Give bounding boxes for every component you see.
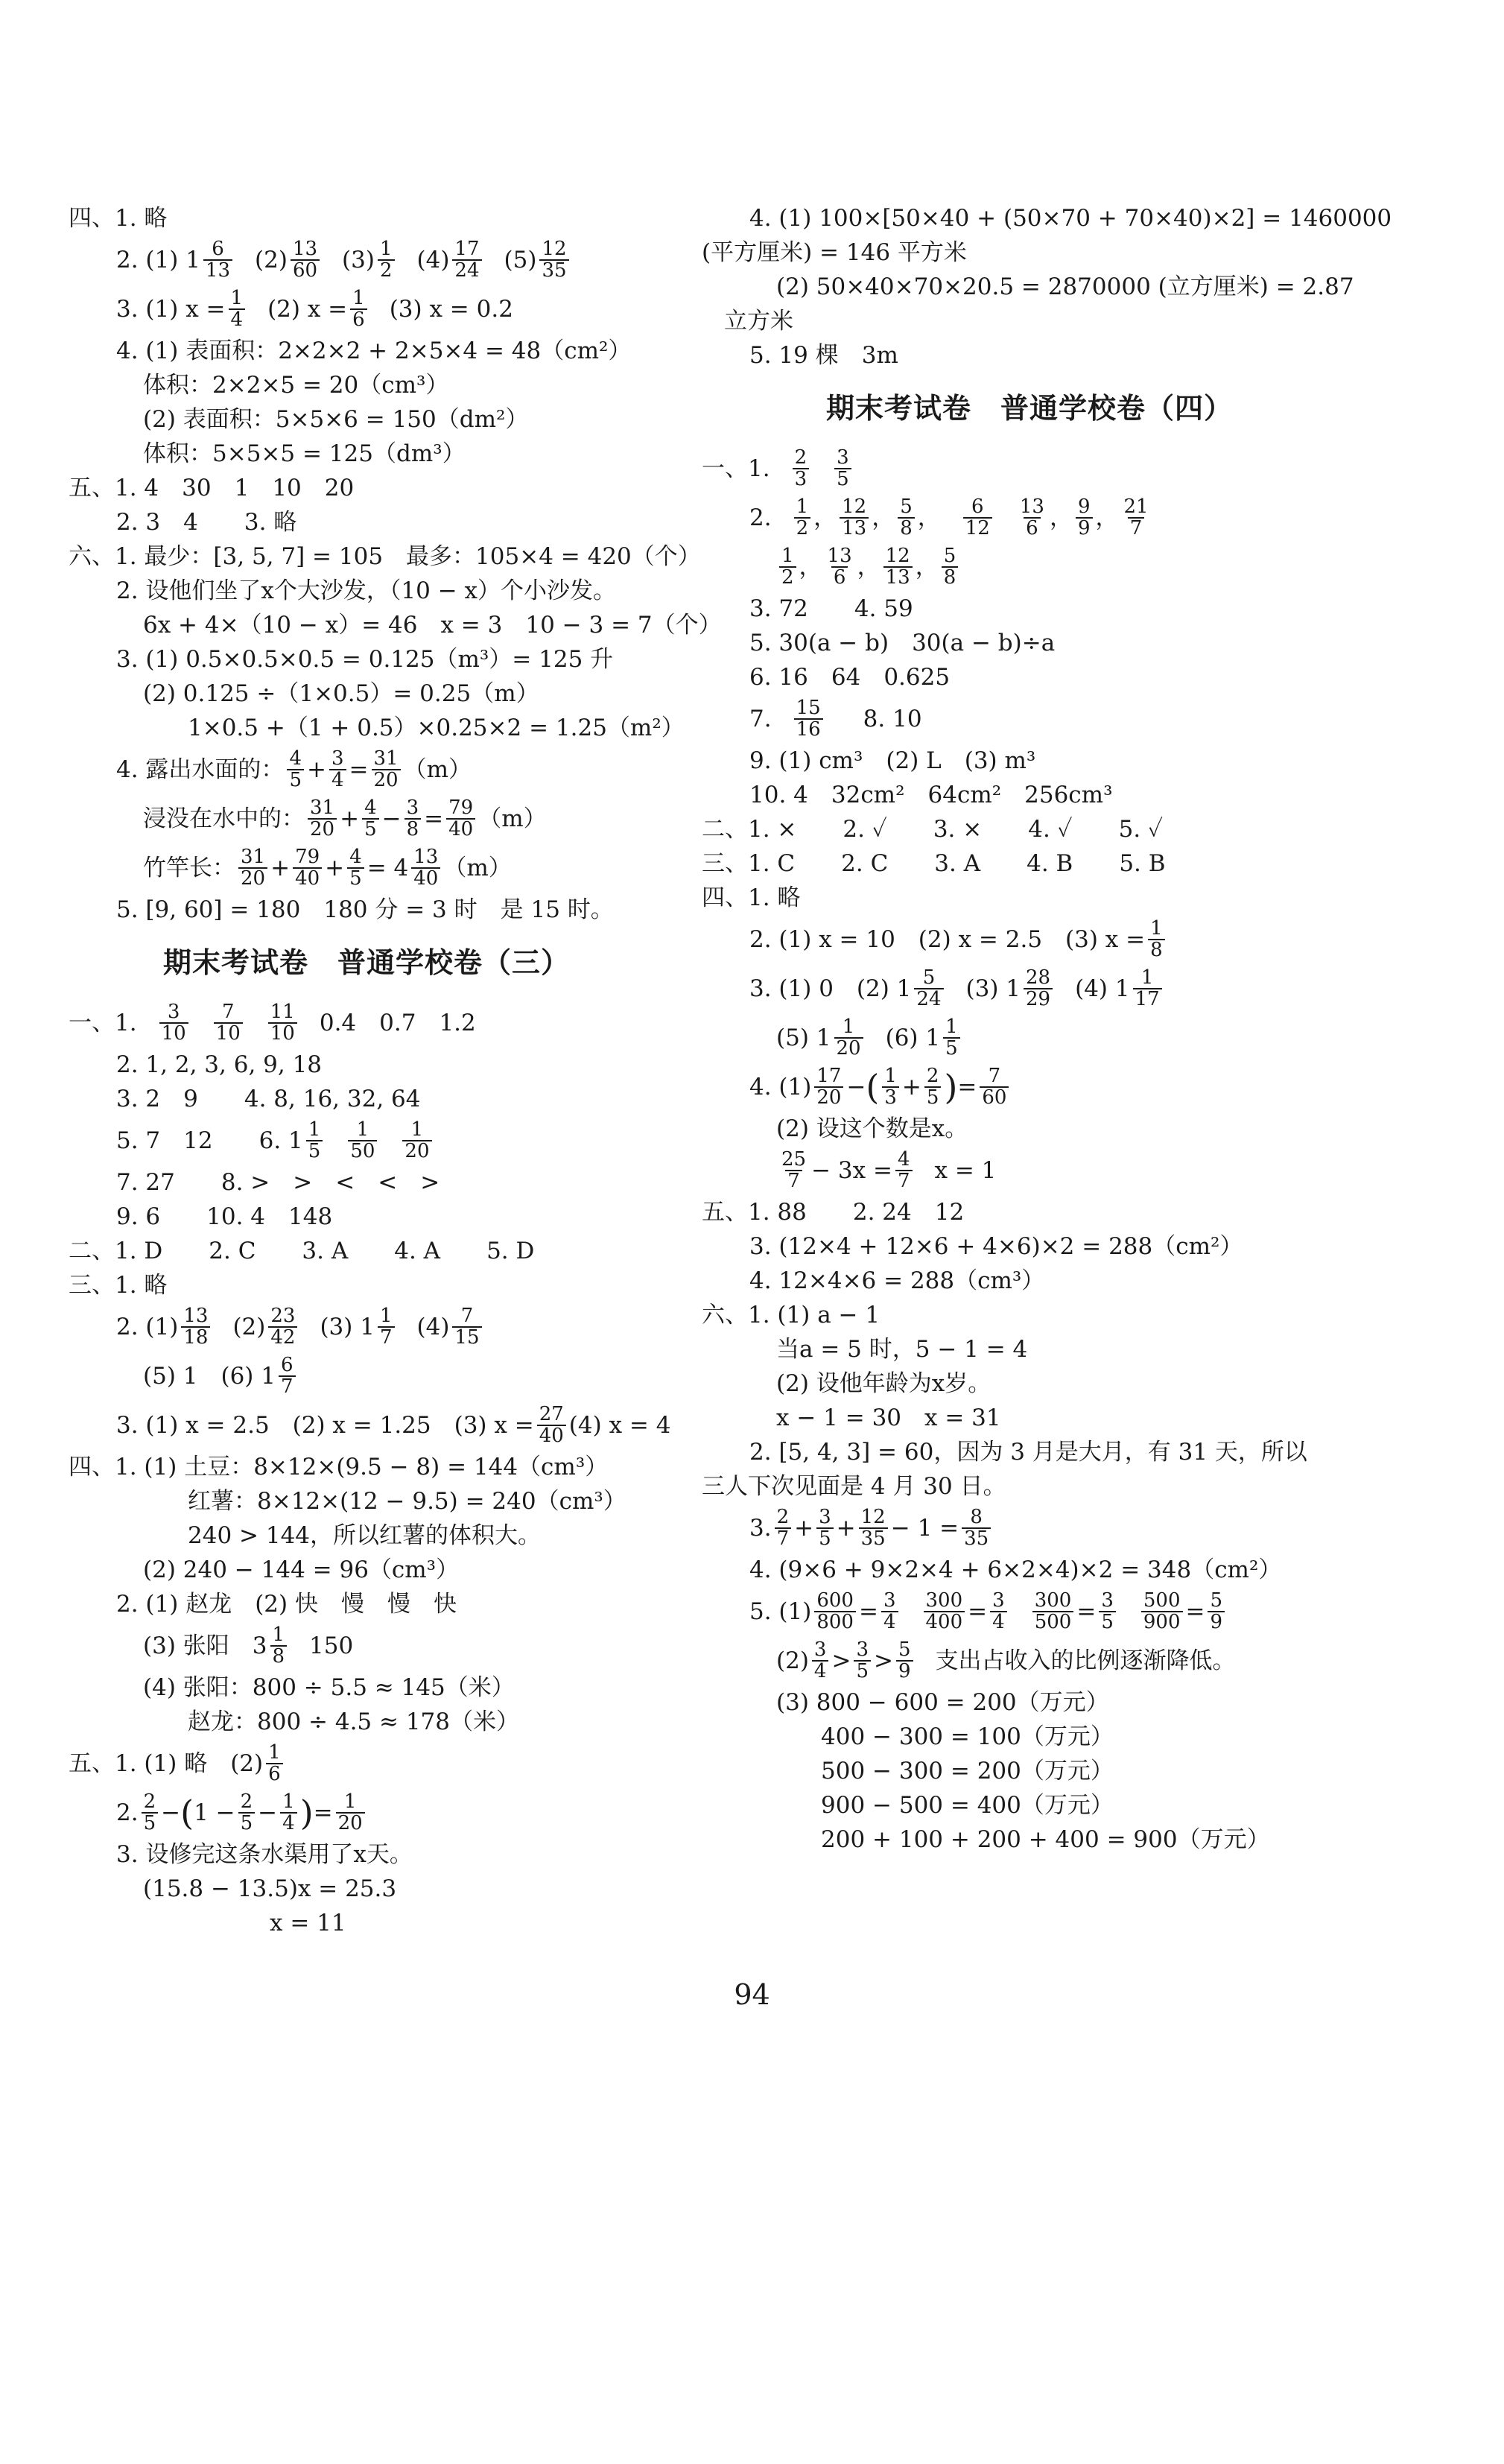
- fraction: 1 2: [779, 546, 796, 589]
- fraction: 1 7: [378, 1306, 395, 1349]
- fraction: 1 20: [402, 1120, 431, 1162]
- fraction: 1 2: [378, 239, 395, 282]
- fraction: $\frac{300}{400}$: [924, 1591, 965, 1633]
- fraction: 1 50: [348, 1120, 377, 1162]
- answer-line: 一、1. 2 3 3 5: [702, 444, 1357, 493]
- fraction: 21 7: [1123, 495, 1149, 539]
- fraction: $\frac{3}{4}$: [881, 1591, 898, 1633]
- fraction: $\frac{8}{35}$: [962, 1507, 991, 1550]
- fraction: 12 13: [840, 497, 869, 539]
- answer-line: (2) 0.125 ÷（1×0.5）= 0.25（m）: [143, 680, 539, 707]
- fraction: 13 6: [827, 544, 852, 589]
- answer-line: 5. 7 12 6. 1 1 5 1 50 1 20: [69, 1116, 664, 1165]
- answer-line: 500 − 300 = 200（万元）: [821, 1758, 1114, 1784]
- answer-line: 立方米: [724, 308, 793, 335]
- answer-line: 浸没在水中的： 31 20 + $\frac{4}{5}$ − $\frac{3}{8}$ = $\frac{79}{40}$ （m）: [143, 796, 547, 840]
- answer-line: 4. 12×4×6 = 288（cm³）: [749, 1267, 1045, 1294]
- answer-line: 四、1. 略: [69, 205, 168, 232]
- fraction: 12 13: [883, 546, 913, 589]
- answer-line: 2. 3 4 3. 略: [116, 509, 297, 536]
- fraction: 25 7: [781, 1147, 807, 1192]
- answer-line: 4. 露出水面的： 4 5 + $\frac{3}{4}$ = $\frac{31}{20}$ （m）: [116, 747, 472, 791]
- fraction: $\frac{1}{4}$: [229, 288, 246, 331]
- answer-line: (2) 设这个数是x。: [776, 1115, 968, 1142]
- answer-line: 4. (9×6 + 9×2×4 + 6×2×4)×2 = 348（cm²）: [749, 1556, 1282, 1583]
- answer-line: 2. (1) x = 10 (2) x = 2.5 (3) x = $\frac{1}{8}$: [702, 915, 1357, 964]
- fraction: 1 20: [834, 1017, 863, 1060]
- right-column: [702, 201, 1392, 1857]
- fraction: $\frac{2}{5}$: [924, 1066, 942, 1109]
- answer-line: 3. (1) x = $\frac{1}{4}$ (2) x = $\frac{1}{6}$ (3) x = 0.2: [116, 286, 513, 331]
- fraction: $\frac{3}{4}$: [329, 749, 346, 791]
- fraction: 7 10: [214, 1002, 243, 1045]
- fraction: $\frac{1}{8}$: [1148, 919, 1165, 961]
- fraction: 1 17: [1133, 968, 1162, 1010]
- answer-line: 1×0.5 +（1 + 0.5）×0.25×2 = 1.25（m²）: [188, 715, 685, 741]
- fraction: 17 20: [814, 1066, 843, 1109]
- answer-line: x = 11: [270, 1910, 346, 1936]
- answer-line: 6. 16 64 0.625: [749, 664, 951, 691]
- fraction: 3 10: [159, 1002, 188, 1045]
- answer-line: 一、1. 3 10 7 10 11 10 0.4 0.7 1.2: [69, 1000, 476, 1045]
- answer-line: 900 − 500 = 400（万元）: [821, 1792, 1114, 1819]
- fraction: 4 5: [287, 749, 304, 791]
- answer-line: 3. (1) x = 2.5 (2) x = 1.25 (3) x = $\frac{27}{40}$ (4) x = 4: [116, 1402, 671, 1447]
- answer-line: x − 1 = 30 x = 31: [776, 1404, 1001, 1431]
- fraction: $\frac{2}{5}$: [238, 1792, 256, 1834]
- answer-line: 当a = 5 时，5 − 1 = 4: [776, 1336, 1028, 1363]
- answer-line: 2. (1) 1 6 13 (2) 13 60 (3) 1 2 (4) 17 24 (5) 12 35: [69, 235, 664, 285]
- answer-line: (2) 50×40×70×20.5 = 2870000 (立方厘米) = 2.87: [776, 273, 1354, 300]
- fraction: 1 5: [306, 1120, 323, 1162]
- fraction: $\frac{3}{8}$: [404, 798, 422, 840]
- fraction: $\frac{3}{5}$: [1099, 1591, 1116, 1633]
- answer-line: 2. 设他们坐了x个大沙发，（10 − x）个小沙发。: [116, 577, 617, 604]
- answer-line: (3) 张阳 3 1 8 150: [143, 1623, 354, 1668]
- answer-line: 五、1. 4 30 1 10 20: [69, 475, 355, 501]
- answer-line: 五、1. 88 2. 24 12: [702, 1199, 965, 1226]
- answer-line: 7. 27 8. > > < < >: [116, 1169, 440, 1196]
- fraction: 13 40: [411, 847, 440, 890]
- answer-line: 五、1. (1) 略 (2) 1 6: [69, 1739, 664, 1788]
- fraction: $\frac{12}{35}$: [859, 1507, 888, 1550]
- fraction: 1 3: [882, 1066, 899, 1109]
- answer-line: (5) 1 (6) 1 6 7: [69, 1352, 664, 1401]
- answer-line: (2) 设他年龄为x岁。: [776, 1370, 991, 1397]
- answer-line: 5. 30(a − b) 30(a − b)÷a: [749, 630, 1056, 656]
- answer-line: 3. (12×4 + 12×6 + 4×6)×2 = 288（cm²）: [749, 1233, 1243, 1260]
- fraction: 28 29: [1024, 968, 1053, 1010]
- fraction: $\frac{4}{7}$: [895, 1150, 913, 1192]
- left-column: [69, 201, 722, 1940]
- fraction: 3 5: [834, 448, 851, 490]
- fraction: 2 7: [775, 1507, 792, 1550]
- answer-line: 三、1. C 2. C 3. A 4. B 5. B: [702, 850, 1166, 877]
- fraction: 5 9: [896, 1640, 913, 1682]
- fraction: 23 42: [268, 1306, 297, 1349]
- fraction: $\frac{4}{5}$: [362, 798, 379, 840]
- answer-line: 4. (1) 17 20 − ( 1 3 + $\frac{2}{5}$ ) = $\frac{7}{60}$: [702, 1062, 1357, 1112]
- fraction: 9 9: [1076, 497, 1093, 539]
- answer-line: 9. 6 10. 4 148: [116, 1203, 333, 1230]
- answer-line: (平方厘米) = 146 平方米: [702, 239, 967, 266]
- answer-line: 400 − 300 = 100（万元）: [821, 1723, 1114, 1750]
- fraction: $\frac{27}{40}$: [537, 1404, 566, 1447]
- answer-line: 1 2 ， 13 6 ， 12 13 ， 5 8: [702, 542, 1357, 592]
- fraction: $\frac{79}{40}$: [446, 798, 475, 840]
- fraction: 11 10: [268, 1002, 297, 1045]
- answer-line: 3. 2 7 + $\frac{3}{5}$ + $\frac{12}{35}$ − 1 = $\frac{8}{35}$: [702, 1504, 1357, 1553]
- fraction: 6 12: [963, 497, 992, 539]
- fraction: 5 8: [898, 497, 915, 539]
- answer-line: 240 > 144，所以红薯的体积大。: [188, 1522, 542, 1549]
- fraction: 12 35: [539, 239, 568, 282]
- answer-line: 三、1. 略: [69, 1272, 168, 1299]
- answer-line: (15.8 − 13.5)x = 25.3: [143, 1875, 397, 1902]
- answer-line: 9. (1) cm³ (2) L (3) m³: [749, 747, 1036, 774]
- fraction: 3 5: [854, 1640, 871, 1682]
- answer-line: 2. 1, 2, 3, 6, 9, 18: [116, 1051, 323, 1078]
- fraction: $\frac{79}{40}$: [293, 847, 322, 890]
- fraction: $\frac{600}{800}$: [814, 1591, 856, 1633]
- answer-line: 5. (1) $\frac{600}{800}$ = $\frac{3}{4}$ $\frac{300}{400}$ = $\frac{3}{4}$ $\frac{300}{500}$ = $\frac{3}{5}$ $\frac{500}{900}$ = $\frac{5}{9}$: [702, 1587, 1357, 1636]
- answer-line: 四、1. 略: [702, 884, 801, 911]
- answer-line: (3) 800 − 600 = 200（万元）: [776, 1689, 1109, 1716]
- section-title: 期末考试卷 普通学校卷（四）: [825, 392, 1233, 425]
- fraction: 1 6: [266, 1743, 283, 1785]
- fraction: $\frac{5}{9}$: [1208, 1591, 1225, 1633]
- answer-line: 六、1. (1) a − 1: [702, 1302, 880, 1328]
- fraction: 1 5: [943, 1017, 960, 1060]
- answer-line: 二、1. D 2. C 3. A 4. A 5. D: [69, 1238, 535, 1264]
- answer-line: 3. (1) 0.5×0.5×0.5 = 0.125（m³）= 125 升: [116, 646, 614, 673]
- answer-line: 六、1. 最少：[3, 5, 7] = 105 最多：105×4 = 420（个）: [69, 543, 701, 570]
- answer-line: 赵龙：800 ÷ 4.5 ≈ 178（米）: [188, 1708, 520, 1735]
- answer-line: 四、1. (1) 土豆：8×12×(9.5 − 8) = 144（cm³）: [69, 1454, 609, 1480]
- answer-line: 竹竿长： 31 20 + $\frac{79}{40}$ + $\frac{4}{5}$ = 4 13 40 （m）: [143, 845, 512, 890]
- answer-line: 4. (1) 100×[50×40 + (50×70 + 70×40)×2] = 1460000: [749, 205, 1392, 232]
- fraction: 1 2: [794, 497, 811, 539]
- fraction: 1 8: [270, 1625, 288, 1668]
- fraction: 17 24: [452, 239, 481, 282]
- fraction: 5 24: [914, 968, 943, 1010]
- fraction: $\frac{1}{6}$: [350, 288, 367, 331]
- fraction: 13 18: [181, 1306, 210, 1349]
- fraction: $\frac{3}{5}$: [816, 1507, 834, 1550]
- answer-line: (2) 240 − 144 = 96（cm³）: [143, 1556, 460, 1583]
- fraction: 2 3: [793, 448, 810, 490]
- fraction: 13 60: [291, 239, 320, 282]
- answer-line: (5) 1 1 20 (6) 1 1 5: [702, 1013, 1357, 1062]
- fraction: $\frac{1}{20}$: [336, 1792, 365, 1834]
- fraction: $\frac{4}{5}$: [347, 847, 364, 890]
- answer-line: 2. (1) 赵龙 (2) 快 慢 慢 快: [116, 1591, 457, 1618]
- answer-line: 三人下次见面是 4 月 30 日。: [702, 1473, 1006, 1500]
- fraction: $\frac{500}{900}$: [1141, 1591, 1183, 1633]
- fraction: $\frac{31}{20}$: [372, 749, 401, 791]
- answer-line: 25 7 − 3x = $\frac{4}{7}$ x = 1: [702, 1146, 1357, 1195]
- fraction: $\frac{7}{60}$: [980, 1066, 1009, 1109]
- answer-line: 2. 1 2 ， 12 13 ， 5 8 ， 6 12 13 6 ， 9 9 ， 21 7: [702, 493, 1357, 542]
- answer-line: 3. (1) 0 (2) 1 5 24 (3) 1 28 29 (4) 1 1 17: [702, 964, 1357, 1013]
- answer-line: 5. [9, 60] = 180 180 分 = 3 时 是 15 时。: [116, 896, 614, 923]
- fraction: $\frac{1}{4}$: [280, 1792, 297, 1834]
- answer-line: 3. 72 4. 59: [749, 595, 913, 622]
- answer-line: 3. 设修完这条水渠用了x天。: [116, 1841, 413, 1868]
- fraction: 3 4: [812, 1640, 829, 1682]
- page-number: 94: [734, 1978, 770, 2011]
- answer-line: 7. 15 16 8. 10: [749, 696, 922, 741]
- answer-line: 2. (1) 13 18 (2) 23 42 (3) 1 1 7 (4) 7 15: [69, 1302, 664, 1352]
- answer-line: 2. [5, 4, 3] = 60，因为 3 月是大月，有 31 天，所以: [749, 1439, 1307, 1466]
- answer-line: 体积：2×2×5 = 20（cm³）: [143, 372, 449, 399]
- answer-line: (2) 3 4 > 3 5 > 5 9 支出占收入的比例逐渐降低。: [776, 1638, 1236, 1682]
- fraction: 2 5: [142, 1792, 159, 1834]
- fraction: 31 20: [238, 847, 267, 890]
- answer-line: 2. 2 5 − ( 1 − $\frac{2}{5}$ − $\frac{1}{4}$ ) = $\frac{1}{20}$: [69, 1788, 664, 1837]
- answer-line: 6x + 4×（10 − x）= 46 x = 3 10 − 3 = 7（个）: [143, 612, 722, 639]
- fraction: $\frac{3}{4}$: [990, 1591, 1007, 1633]
- answer-line: (4) 张阳：800 ÷ 5.5 ≈ 145（米）: [143, 1674, 515, 1701]
- fraction: $\frac{300}{500}$: [1032, 1591, 1074, 1633]
- fraction: 7 15: [452, 1306, 481, 1349]
- answer-line: 5. 19 棵 3m: [749, 342, 898, 369]
- section-title: 期末考试卷 普通学校卷（三）: [162, 946, 570, 979]
- fraction: 13 6: [1019, 495, 1044, 539]
- fraction: 6 7: [279, 1355, 296, 1398]
- answer-line: 200 + 100 + 200 + 400 = 900（万元）: [821, 1826, 1270, 1853]
- answer-line: (2) 表面积：5×5×6 = 150（dm²）: [143, 406, 529, 433]
- answer-line: 红薯：8×12×(12 − 9.5) = 240（cm³）: [188, 1488, 626, 1515]
- answer-line: 二、1. × 2. ✓ 3. × 4. ✓ 5. ✓: [702, 816, 1164, 843]
- answer-line: 3. 2 9 4. 8, 16, 32, 64: [116, 1086, 421, 1112]
- fraction: 6 13: [203, 239, 232, 282]
- answer-line: 10. 4 32cm² 64cm² 256cm³: [749, 782, 1113, 808]
- answer-line: 体积：5×5×5 = 125（dm³）: [143, 440, 466, 467]
- fraction: 5 8: [942, 546, 959, 589]
- fraction: 31 20: [308, 798, 337, 840]
- fraction: 15 16: [794, 698, 823, 741]
- answer-line: 4. (1) 表面积：2×2×2 + 2×5×4 = 48（cm²）: [116, 338, 632, 364]
